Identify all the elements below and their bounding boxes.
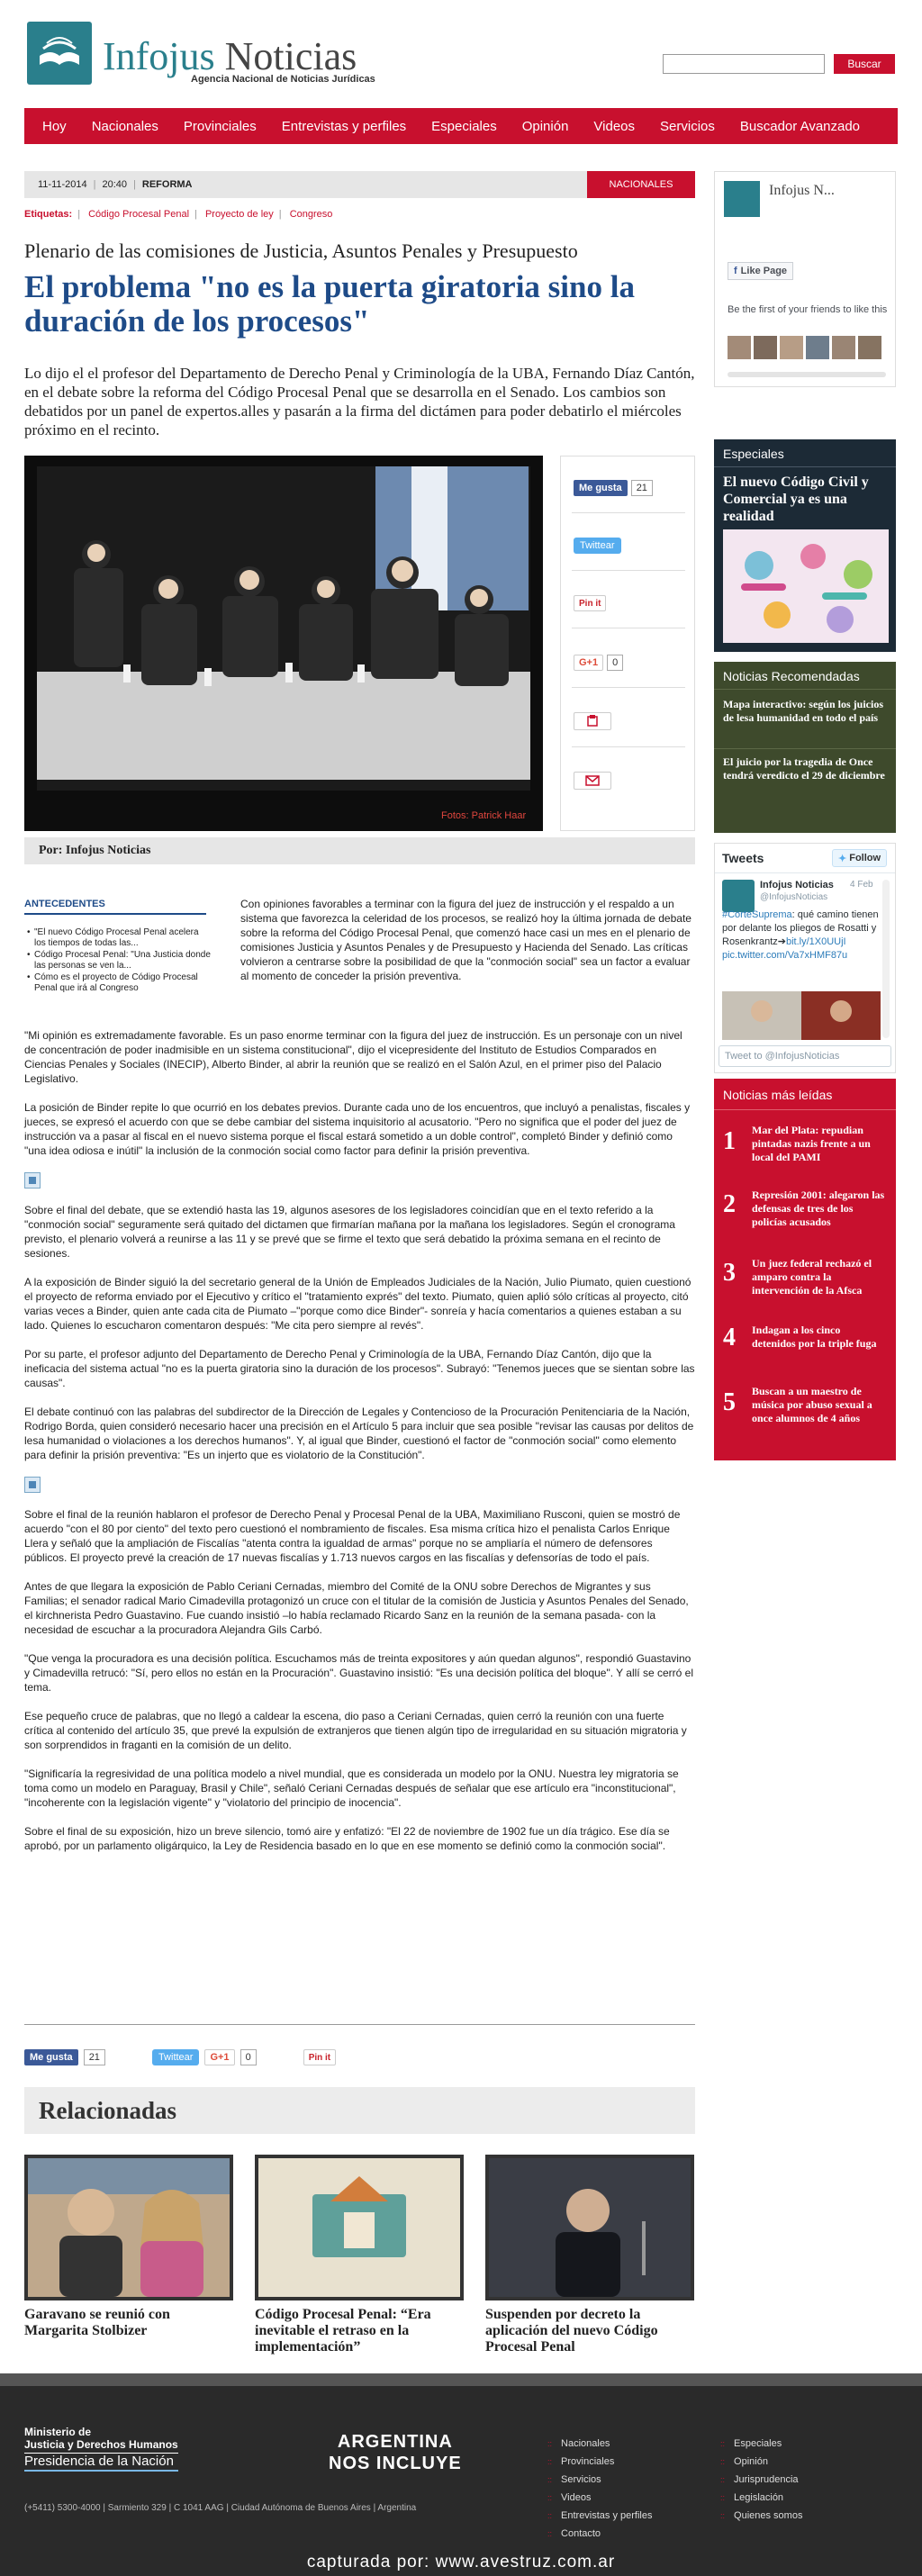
article-end-divider [24, 2024, 695, 2025]
logo-tagline: Agencia Nacional de Noticias Jurídicas [191, 74, 375, 85]
antecedentes-list [27, 927, 212, 995]
antecedente-item[interactable]: • Cómo es el proyecto de Código Procesal Penal que irá al Congreso [27, 972, 198, 993]
book-icon [34, 29, 85, 77]
mas-leida-item[interactable]: Represión 2001: alegaron las defensas de tres de los policías acusados [752, 1189, 885, 1228]
footer-link[interactable]: :: Nacionales [547, 2435, 653, 2453]
rank-number: 2 [723, 1190, 736, 1218]
mail-icon [574, 773, 610, 789]
divider [714, 689, 896, 690]
argentina-line: ARGENTINA [337, 2432, 453, 2452]
footer-links-col1 [547, 2435, 653, 2543]
article-lead: Con opiniones favorables a terminar con la figura del juez de instrucción y el respaldo a un sistema que favorezca la celeridad de los procesos, se realizó hoy la última jornada de debate sobre la reforma del Código Procesal Penal, que comenzó hace casi un mes en el plenario de comisiones Justicia y Asuntos Penales y de Presupuesto y Hacienda del Senado. Las críticas volvieron a centrarse sobre la posibilidad de que la "conmoción social" sea un factor a evaluar al momento de conceder la prisión preventiva. [240, 898, 692, 982]
print-button[interactable] [574, 712, 611, 730]
related-headline[interactable]: Garavano se reunió con Margarita Stolbizer [24, 2307, 170, 2338]
facebook-like-button[interactable]: Me gusta [574, 480, 628, 496]
footer-link[interactable]: :: Provinciales [547, 2453, 653, 2471]
rank-number: 1 [723, 1127, 736, 1155]
mas-leida-item[interactable]: Un juez federal rechazó el amparo contra la intervención de la Afsca [752, 1257, 872, 1297]
fb-cover [715, 172, 895, 287]
ministry-logo[interactable] [24, 2426, 178, 2472]
inline-image-icon[interactable] [24, 1172, 41, 1189]
tweet-date[interactable]: 4 Feb [850, 880, 873, 890]
nav-item-opinion[interactable]: Opinión [521, 118, 569, 134]
mas-leidas-title: Noticias más leídas [723, 1088, 833, 1102]
antecedente-item[interactable]: • Código Procesal Penal: "Una Justicia donde las personas se ven la... [27, 950, 211, 971]
recomendadas-widget [714, 662, 896, 833]
facebook-count: 21 [631, 480, 653, 496]
paragraph: Por su parte, el profesor adjunto del Departamento de Derecho Penal y Criminología de la UBA, Fernando Díaz Cantón, dijo que la ineficacia del sistema actual "no es la puerta giratoria sino la duración de los procesos". Subrayó: "Tenemos jueces que se sientan sobre las causas". [24, 1348, 695, 1389]
rank-number: 4 [723, 1324, 736, 1351]
fb-friends-text: Be the first of your friends to like this [728, 304, 888, 315]
photo-credit: Fotos: Patrick Haar [441, 810, 527, 821]
logo-emblem[interactable] [27, 22, 92, 85]
argentina-logo[interactable] [329, 2431, 462, 2474]
footer-contact: (+5411) 5300-4000 | Sarmiento 329 | C 1041 AAG | Ciudad Autónoma de Buenos Aires | Argentina [24, 2503, 417, 2513]
antecedentes-title: ANTECEDENTES [24, 899, 105, 909]
recomendada-item[interactable]: El juicio por la tragedia de Once tendrá veredicto el 29 de diciembre [723, 755, 885, 782]
paragraph: Ese pequeño cruce de palabras, que no llegó a caldear la escena, dio paso a Ceriani Cernadas, quien cerró la reunión con una fuerte crítica al contenido del artículo 35, que prevé la expulsión de extranjeros que tienen algún tipo de irregularidad en su situación migratoria y son sorprendidos in fraganti en la comisión de un delito. [24, 1710, 687, 1751]
logo-text[interactable] [103, 34, 357, 79]
related-photo-2 [258, 2158, 460, 2297]
paragraph: Antes de que llegara la exposición de Pablo Ceriani Cernadas, miembro del Comité de la ONU sobre Derechos de Migrantes y sus Familias; el senador radical Mario Cimadevilla protagonizó un cruce con el titular de la comisión de Justicia y Asuntos Penales del Senado, el kirchnerista Pedro Guastavino. Fue cuando insistió –lo había reclamado Ricardo Sanz en la reunión de la semana pasada- con la necesidad de escuchar a la procuradora Alejandra Gils Carbó. [24, 1580, 689, 1636]
fb-share-row [574, 480, 653, 496]
article-date: 11-11-2014 [38, 179, 87, 190]
argentina-line: NOS INCLUYE [329, 2454, 462, 2473]
twitter-bird-icon: ✦ [838, 853, 847, 864]
tweet-user[interactable]: Infojus Noticias [760, 880, 834, 890]
footer-link[interactable]: :: Servicios [547, 2471, 653, 2489]
divider [572, 570, 685, 571]
avatar[interactable] [832, 336, 855, 359]
mas-leida-item[interactable]: Mar del Plata: repudian pintadas nazis frente a un local del PAMI [752, 1124, 871, 1163]
related-image[interactable] [24, 2155, 233, 2300]
paragraph: Sobre el final del debate, que se extendió hasta las 19, algunos asesores de los legisladores coincidían que en el texto referido a la "conmoción social" seguramente será quitado del dictamen que firmarían mañana por la mañana los legisladores. Según el cronograma previsto, el plenario volverá a reunirse a las 11 y se prevé que se firme el texto que será debatido la próxima semana en el recinto de sesiones. [24, 1204, 675, 1260]
especiales-illustration [723, 529, 889, 643]
tweet-media-illustration [722, 991, 881, 1040]
related-headline[interactable]: Código Procesal Penal: “Era inevitable el retraso en la implementación” [255, 2307, 431, 2355]
especiales-title: Especiales [723, 447, 784, 461]
avatar[interactable] [806, 336, 829, 359]
footer-link[interactable]: :: Entrevistas y perfiles [547, 2507, 653, 2525]
tweet-text [722, 908, 881, 963]
paragraph: A la exposición de Binder siguió la del secretario general de la Unión de Empleados Judiciales de la Nación, Julio Piumato, quien cuestionó el proyecto de reforma enviado por el Ejecutivo y crítico el "tratamiento exprés" del texto. Piumato, quien aplió sólo críticas al proyecto, citó varias veces a Binder, quien ante cada cita de Piumato –"porque como dice Binder"- sonreía y hacía comentarios a quienes estaban a su lado. Quienes lo escucharon comentaron después: "Me cita pero siempre al revés". [24, 1276, 692, 1332]
article-body [24, 1028, 695, 1867]
rank-number: 5 [723, 1388, 736, 1416]
fb-scrollbar[interactable] [728, 372, 886, 377]
twitter-widget [714, 843, 896, 1073]
article-meta-bar: 11-11-2014 | 20:40 | REFORMA [24, 171, 587, 198]
tag-link[interactable]: Congreso [289, 209, 333, 220]
footer-link[interactable]: :: Contacto [547, 2525, 653, 2543]
related-photo-3 [489, 2158, 691, 2297]
divider [572, 746, 685, 747]
related-title: Relacionadas [24, 2087, 695, 2134]
especiales-widget [714, 439, 896, 652]
logo-name-part1: Infojus [103, 34, 215, 78]
tweet-body: : qué camino tienen por delante los pliegos de Rosatti y Rosenkrantz➔ [722, 909, 879, 947]
rank-number: 3 [723, 1259, 736, 1287]
tweet-to-input[interactable]: Tweet to @InfojusNoticias [719, 1045, 891, 1067]
facebook-count: 21 [84, 2049, 105, 2065]
paragraph: "Significaría la regresividad de una política modelo a nivel mundial, que es considerada un modelo por la ONU. Nuestra ley migratoria se toma como un modelo en Paraguay, Brasil y Chile", señaló Ceriani Cernadas después de señalar que ese artículo era "inconstitucional", "incoherente con la legislación vigente" y "violatorio del principio de inocencia". [24, 1767, 679, 1809]
nav-item-entrevistas[interactable]: Entrevistas y perfiles [281, 118, 407, 134]
mas-leida-item[interactable]: Indagan a los cinco detenidos por la triple fuga [752, 1324, 877, 1350]
paragraph: Sobre el final de su exposición, hizo un breve silencio, tomó aire y enfatizó: "El 22 de noviembre de 1902 fue un día trágico. Ese día se aprobó, por un parlamento oligárquico, la Ley de Residencia basado en lo que en ese momento se definió como la conmoción social". [24, 1825, 670, 1852]
search-input[interactable] [663, 54, 825, 74]
paragraph: Sobre el final de la reunión hablaron el profesor de Derecho Penal y Procesal Penal de la UBA, Maximiliano Rusconi, quien se mostró de acuerdo "con el 80 por ciento" del texto pero cuestionó el nombramiento de fiscales. Esa misma crítica hizo el penalista Carlos Enrique Llera y señaló que la ampliación de Fiscalías "atenta contra la igualdad de armas" porque no se ampliaría el número de defensores públicos. El proyecto prevé la creación de 17 nuevas fiscalías y 1.713 nuevos cargos en las fiscalías y defensorías de todo el país. [24, 1508, 681, 1564]
inline-image-icon[interactable] [24, 1477, 41, 1493]
twitter-button[interactable]: Twittear [574, 538, 621, 554]
twitter-button[interactable]: Twittear [152, 2049, 200, 2065]
section-badge[interactable]: NACIONALES [587, 171, 695, 198]
nav-item-hoy[interactable]: Hoy [42, 118, 67, 134]
antecedente-item[interactable]: • "El nuevo Código Procesal Penal acelera los tiempos de todas las... [27, 927, 199, 948]
pinterest-button[interactable]: Pin it [303, 2049, 336, 2065]
article-photo[interactable] [24, 456, 543, 831]
pinterest-button[interactable]: Pin it [574, 595, 606, 611]
facebook-like-button[interactable]: Me gusta [24, 2049, 78, 2065]
nav-item-especiales[interactable]: Especiales [431, 118, 497, 134]
author-bar: Por: Infojus Noticias [24, 837, 695, 864]
gplus-button[interactable]: G+1 [204, 2049, 234, 2065]
tweet-handle[interactable]: @InfojusNoticias [760, 892, 828, 902]
divider [714, 748, 896, 749]
divider [715, 872, 895, 873]
main-nav [24, 108, 898, 144]
avatar[interactable] [780, 336, 803, 359]
avatar[interactable] [728, 336, 751, 359]
mas-leidas-widget [714, 1079, 896, 1460]
footer-link[interactable]: :: Videos [547, 2489, 653, 2507]
gplus-row [574, 655, 623, 671]
footer-top-band [0, 2373, 922, 2386]
footer-links-col2 [720, 2435, 802, 2525]
ministry-line: Justicia y Derechos Humanos [24, 2438, 178, 2451]
divider [572, 687, 685, 688]
tags-label: Etiquetas: [24, 209, 73, 220]
fb-page-name[interactable]: Infojus N... [769, 183, 835, 198]
antecedentes-underline [24, 913, 206, 915]
article-kicker: Plenario de las comisiones de Justicia, Asuntos Penales y Presupuesto [24, 240, 578, 262]
tag-link[interactable]: Proyecto de ley [204, 209, 274, 220]
nav-item-videos[interactable]: Videos [593, 118, 636, 134]
print-icon [574, 713, 610, 729]
recomendadas-title: Noticias Recomendadas [723, 669, 860, 683]
share-row-bottom [24, 2049, 336, 2065]
paragraph: "Mi opinión es extremadamente favorable. Es un paso enorme terminar con la figura del juez de instrucción. Es un personaje con un nivel de concentración de poder inadmisible en un sistema constitucional", dijo el vicepresidente del Instituto de Estudios Comparados en Ciencias Penales y Sociales (INECIP), Alberto Binder, al abrir la reunión que se realizó en el Salón Azul, en el primer piso del Palacio Legislativo. [24, 1029, 682, 1085]
ministry-line: Ministerio de [24, 2426, 92, 2438]
tweet-hashtag[interactable]: #CorteSuprema [722, 909, 792, 920]
gplus-count: 0 [240, 2049, 257, 2065]
nav-item-provinciales[interactable]: Provinciales [183, 118, 257, 134]
tweet-avatar[interactable] [722, 880, 755, 912]
logo-name-part2: Noticias [224, 34, 357, 78]
tweets-scrollbar[interactable] [882, 880, 890, 1038]
article-time: 20:40 [102, 179, 128, 190]
avatar[interactable] [858, 336, 881, 359]
footer-link[interactable]: :: Legislación [720, 2489, 802, 2507]
fb-page-logo[interactable] [722, 179, 762, 219]
capture-watermark: capturada por: www.avestruz.com.ar [306, 2553, 616, 2571]
search-button[interactable]: Buscar [834, 54, 895, 74]
nav-item-servicios[interactable]: Servicios [660, 118, 715, 134]
email-button[interactable] [574, 772, 611, 790]
avatar[interactable] [754, 336, 777, 359]
facebook-widget [714, 171, 896, 387]
article-title: El problema "no es la puerta giratoria sino la duración de los procesos" [24, 269, 635, 339]
fb-like-page-button[interactable]: f Like Page [728, 262, 793, 280]
gplus-count: 0 [607, 655, 623, 671]
footer-link[interactable]: :: Opinión [720, 2453, 802, 2471]
nav-item-nacionales[interactable]: Nacionales [91, 118, 158, 134]
share-column [560, 456, 695, 831]
ministry-line: Presidencia de la Nación [24, 2453, 178, 2472]
divider [714, 1109, 896, 1110]
tags-row: Etiquetas: | Código Procesal Penal | Proyecto de ley | Congreso [24, 209, 333, 220]
tweet-link[interactable]: bit.ly/1X0UUjI pic.twitter.com/Va7xHMF87u [722, 936, 848, 961]
paragraph: El debate continuó con las palabras del subdirector de la Dirección de Legales y Contencioso de la Procuración Penitenciaria de la Nación, Rodrigo Borda, quien consideró necesario hacer una precisión en el Artículo 5 para incluir que sea posible "revisar las causas por delitos de lesa humanidad o violaciones a los derechos humanos". Y, al igual que Binder, cuestionó el factor de "conmoción social" como elemento para definir la prisión preventiva: "Es un injerto que es violatorio de la Constitución". [24, 1406, 694, 1461]
fb-friend-avatars [728, 336, 881, 359]
divider [572, 512, 685, 513]
tag-link[interactable]: Código Procesal Penal [88, 209, 190, 220]
divider [714, 466, 896, 467]
article-summary: Lo dijo el el profesor del Departamento de Derecho Penal y Criminología de la UBA, Fernando Díaz Cantón, en el debate sobre la reforma del Código Procesal Penal que se desarrolla en el Senado. Los cambios son debatidos por un panel de expertos.alles y pasarán a la firma del dictámen para poder debatirlo el miércoles próximo en el recinto. [24, 365, 695, 438]
related-image[interactable] [255, 2155, 464, 2300]
recomendada-item[interactable]: Mapa interactivo: según los juicios de lesa humanidad en todo el país [723, 698, 883, 724]
tweet-media[interactable] [722, 991, 881, 1040]
related-headline[interactable]: Suspenden por decreto la aplicación del nuevo Código Procesal Penal [485, 2307, 658, 2355]
related-photo-1 [28, 2158, 230, 2297]
especiales-headline[interactable]: El nuevo Código Civil y Comercial ya es una realidad [723, 475, 869, 524]
nav-item-buscador[interactable]: Buscador Avanzado [739, 118, 861, 134]
related-image[interactable] [485, 2155, 694, 2300]
facebook-icon: f [734, 266, 737, 276]
paragraph: "Que venga la procuradora es una decisión política. Escuchamos más de treinta expositores y aún quedan algunos", respondió Guastavino y Cimadevilla retrucó: "Sí, pero ellos no están en la Procuración". Guastavino insistió: "Es una decisión política del bloque". Y allí se cerró el tema. [24, 1652, 693, 1694]
especiales-image[interactable] [723, 529, 889, 643]
gplus-button[interactable]: G+1 [574, 655, 603, 671]
paragraph: La posición de Binder repite lo que ocurrió en los debates previos. Durante cada uno de los encuentros, que incluyó a penalistas, fiscales y jueces, se expresó el acuerdo con que se debe cambiar del sistema inquisitorio al acusatorio. "Pero no significa que el poder del juez de instrucción va a pasar al fiscal en el nuevo sistema porque el fiscal estará sometido a un doble control", completó Binder y definió como "una idea odiosa e inútil" la inclusión de la conmoción social como factor para definir la prisión preventiva. [24, 1101, 691, 1157]
footer-link[interactable]: :: Especiales [720, 2435, 802, 2453]
tweets-title: Tweets [722, 851, 764, 865]
twitter-follow-button[interactable]: ✦ Follow [832, 849, 887, 867]
mas-leida-item[interactable]: Buscan a un maestro de música por abuso sexual a once alumnos de 4 años [752, 1385, 872, 1424]
footer-link[interactable]: :: Jurisprudencia [720, 2471, 802, 2489]
photo-illustration [24, 456, 543, 831]
article-category: REFORMA [141, 179, 193, 190]
footer-link[interactable]: :: Quienes somos [720, 2507, 802, 2525]
